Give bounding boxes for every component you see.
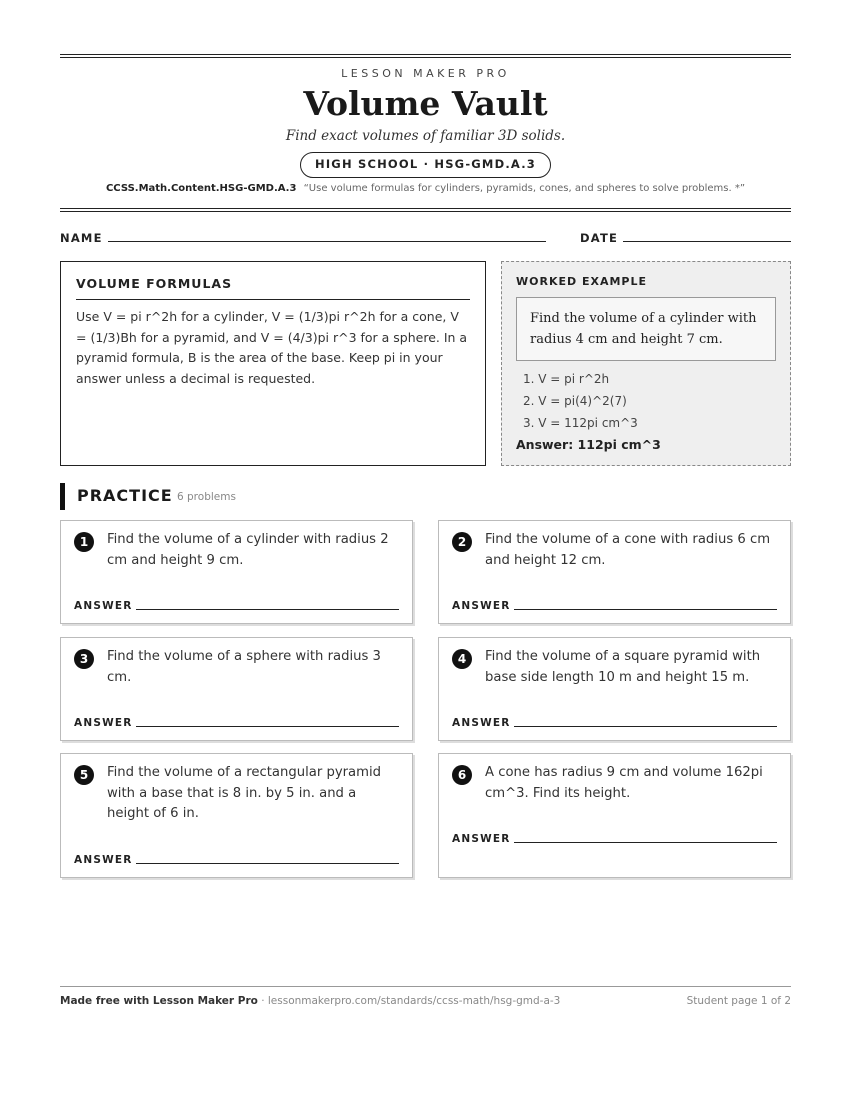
answer-field[interactable] (514, 726, 777, 727)
header-bottom-rule (60, 208, 791, 212)
problem-text: Find the volume of a rectangular pyramid with a base that is 8 in. by 5 in. and a height of 6 in. (107, 765, 382, 821)
formulas-text: Use V = pi r^2h for a cylinder, V = (1/3)pi r^2h for a cone, V = (1/3)Bh for a pyramid, and V = (4/3)pi r^3 for a sphere. In a pyramid formula, B is the area of the base. Keep pi in your answer unless a decimal is requested. (76, 309, 468, 386)
answer-label: ANSWER (74, 854, 133, 866)
problem-text: Find the volume of a sphere with radius 3 cm. (107, 649, 381, 685)
problem-number-badge: 5 (74, 765, 94, 785)
problem-text: Find the volume of a cone with radius 6 cm and height 12 cm. (485, 532, 771, 568)
footer-page-number: Student page 1 of 2 (686, 995, 791, 1007)
footer-url[interactable]: · lessonmakerpro.com/standards/ccss-math/hsg-gmd-a-3 (257, 995, 561, 1007)
problem-card (438, 637, 791, 741)
practice-count: 6 problems (177, 491, 236, 503)
name-label: NAME (60, 231, 103, 245)
page-subtitle: Find exact volumes of familiar 3D solids. (285, 128, 566, 144)
problem-number-badge: 4 (452, 649, 472, 669)
problem-number-badge: 1 (74, 532, 94, 552)
answer-field[interactable] (136, 609, 399, 610)
problem-card (60, 520, 413, 624)
example-step: 2. V = pi(4)^2(7) (523, 394, 627, 408)
problem-number-badge: 3 (74, 649, 94, 669)
example-answer: Answer: 112pi cm^3 (516, 437, 661, 452)
example-step: 3. V = 112pi cm^3 (523, 416, 638, 430)
date-label: DATE (580, 231, 619, 245)
grade-pill-row (60, 152, 791, 178)
answer-label: ANSWER (452, 833, 511, 845)
date-field[interactable] (623, 241, 791, 242)
footer-rule (60, 986, 791, 987)
brand-name: LESSON MAKER PRO (341, 67, 510, 80)
example-problem: Find the volume of a cylinder with radius 4 cm and height 7 cm. (516, 297, 776, 361)
answer-label: ANSWER (74, 600, 133, 612)
problem-card (438, 753, 791, 878)
problem-text: A cone has radius 9 cm and volume 162pi cm^3. Find its height. (485, 765, 763, 801)
header-top-rule (60, 54, 791, 58)
formulas-heading: VOLUME FORMULAS (76, 276, 470, 300)
example-heading: WORKED EXAMPLE (516, 275, 647, 288)
answer-label: ANSWER (74, 717, 133, 729)
standard-code: CCSS.Math.Content.HSG-GMD.A.3 (105, 183, 297, 194)
standard-text: “Use volume formulas for cylinders, pyramids, cones, and spheres to solve problems. *” (303, 183, 746, 194)
worked-example-box (501, 261, 791, 466)
answer-field[interactable] (514, 609, 777, 610)
volume-formulas-box (60, 261, 486, 466)
answer-field[interactable] (514, 842, 777, 843)
standard-line (60, 183, 791, 194)
practice-heading: PRACTICE (77, 486, 173, 505)
footer-made-with: Made free with Lesson Maker Pro (60, 995, 258, 1007)
answer-field[interactable] (136, 863, 399, 864)
problem-card (438, 520, 791, 624)
problem-number-badge: 2 (452, 532, 472, 552)
example-steps (516, 368, 776, 434)
answer-field[interactable] (136, 726, 399, 727)
problem-text: Find the volume of a cylinder with radius 2 cm and height 9 cm. (107, 532, 389, 568)
answer-label: ANSWER (452, 600, 511, 612)
page-title: Volume Vault (303, 84, 548, 123)
grade-standard-pill: HIGH SCHOOL · HSG-GMD.A.3 (300, 152, 551, 178)
problem-text: Find the volume of a square pyramid with base side length 10 m and height 15 m. (485, 649, 761, 685)
example-step: 1. V = pi r^2h (523, 372, 610, 386)
problem-card (60, 753, 413, 878)
answer-label: ANSWER (452, 717, 511, 729)
footer-credit (60, 995, 560, 1007)
practice-accent-bar (60, 483, 65, 510)
problem-card (60, 637, 413, 741)
problem-number-badge: 6 (452, 765, 472, 785)
name-field[interactable] (108, 241, 546, 242)
